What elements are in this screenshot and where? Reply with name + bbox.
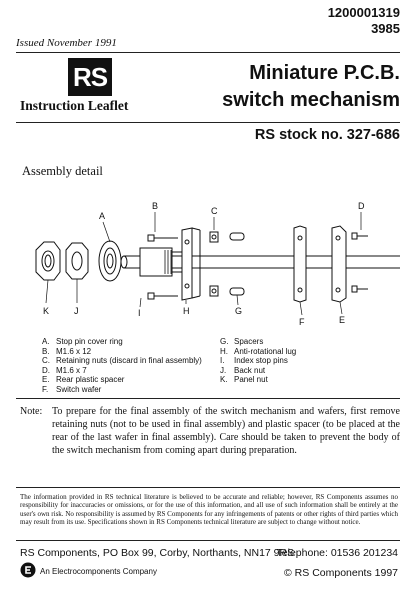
- legend-item: H. Anti-rotational lug: [220, 346, 297, 356]
- title-line-2: switch mechanism: [222, 89, 400, 111]
- rear-plastic-spacer-e: [332, 226, 346, 302]
- rs-logo-mark: RS: [68, 58, 112, 96]
- screw-b: [148, 235, 178, 241]
- parent-company: An Electrocomponents Company: [40, 567, 157, 576]
- company-address: RS Components, PO Box 99, Corby, Northants, NN17 9RS: [20, 547, 295, 559]
- legend-item: G. Spacers: [220, 337, 264, 346]
- callout-a: A: [99, 211, 106, 221]
- legend-item: C. Retaining nuts (discard in final assembly): [42, 356, 202, 365]
- mechanism-plate: [182, 228, 192, 300]
- note-label: Note:: [20, 406, 43, 417]
- issue-date: Issued November 1991: [16, 37, 117, 49]
- spacers-g: [230, 233, 244, 295]
- document-number: 1200001319: [327, 5, 400, 20]
- legend-item: K. Panel nut: [220, 375, 268, 384]
- panel-nut-k: [36, 242, 60, 280]
- screws-d: [352, 233, 368, 292]
- stock-number: RS stock no. 327-686: [254, 127, 400, 143]
- header-divider: [16, 52, 400, 53]
- copyright: © RS Components 1997: [284, 567, 398, 579]
- callout-k: K: [43, 306, 50, 316]
- page-title: [222, 60, 400, 114]
- callout-e: E: [339, 315, 346, 325]
- legend-item: I. Index stop pins: [220, 356, 288, 365]
- document-number-block: [328, 5, 400, 37]
- legend-item: E. Rear plastic spacer: [42, 375, 125, 384]
- disclaimer: The information provided in RS technical literature is believed to be accurate and reliable; however, RS Components assumes no responsibility for inaccuracies or omissions, or for the use of this information, and all use of such information shall be entirely at the user's own risk. No responsibility is assumed by RS Components for any infringements of patents or other rights of third parties which may result from its use. Specifications shown in RS Components technical literature are subject to change without notice.: [20, 493, 398, 526]
- back-nut-j: [66, 243, 88, 279]
- callout-d: D: [358, 201, 365, 211]
- leaflet-label: Instruction Leaflet: [20, 98, 129, 113]
- callout-h: H: [183, 306, 190, 316]
- screw-i: [148, 293, 178, 299]
- document-sub-number: 3985: [371, 21, 400, 36]
- note-text: To prepare for the final assembly of the switch mechanism and wafers, first remove retaining nuts (not to be used in final assembly) and plastic spacer (to be placed at the rear of the last wafer in final assembly). Care should be taken to prevent the body of the switch mechanism from coming apart during preparation.: [52, 406, 400, 456]
- callout-g: G: [235, 306, 243, 316]
- title-divider: [16, 122, 400, 123]
- legend-item: J. Back nut: [220, 365, 266, 375]
- title-line-1: Miniature P.C.B.: [249, 62, 400, 84]
- electrocomponents-logo-icon: [20, 562, 36, 578]
- stop-pin-cover-ring-a: [99, 241, 121, 281]
- legend-item: B. M1.6 x 12: [42, 346, 92, 356]
- legend-right: [220, 337, 296, 385]
- rs-logo: [20, 58, 140, 116]
- callout-c: C: [211, 206, 218, 216]
- switch-wafer-f: [294, 226, 306, 302]
- assembly-diagram: [0, 190, 416, 335]
- callout-j: J: [74, 306, 79, 316]
- callout-b: B: [152, 201, 159, 211]
- callout-f: F: [299, 317, 305, 327]
- telephone: Telephone: 01536 201234: [276, 547, 398, 559]
- footer-divider: [16, 540, 400, 541]
- note-divider: [16, 398, 400, 399]
- note-block: [20, 405, 400, 457]
- legend-item: F. Switch wafer: [42, 384, 102, 394]
- leader-lines: [46, 212, 361, 315]
- retaining-nuts-c: [210, 232, 218, 296]
- legend-item: A. Stop pin cover ring: [42, 337, 123, 346]
- legend-item: D. M1.6 x 7: [42, 365, 87, 375]
- callout-i: I: [138, 308, 141, 318]
- assembly-heading: Assembly detail: [22, 164, 103, 178]
- legend-left: [42, 337, 202, 394]
- disclaimer-divider: [16, 487, 400, 488]
